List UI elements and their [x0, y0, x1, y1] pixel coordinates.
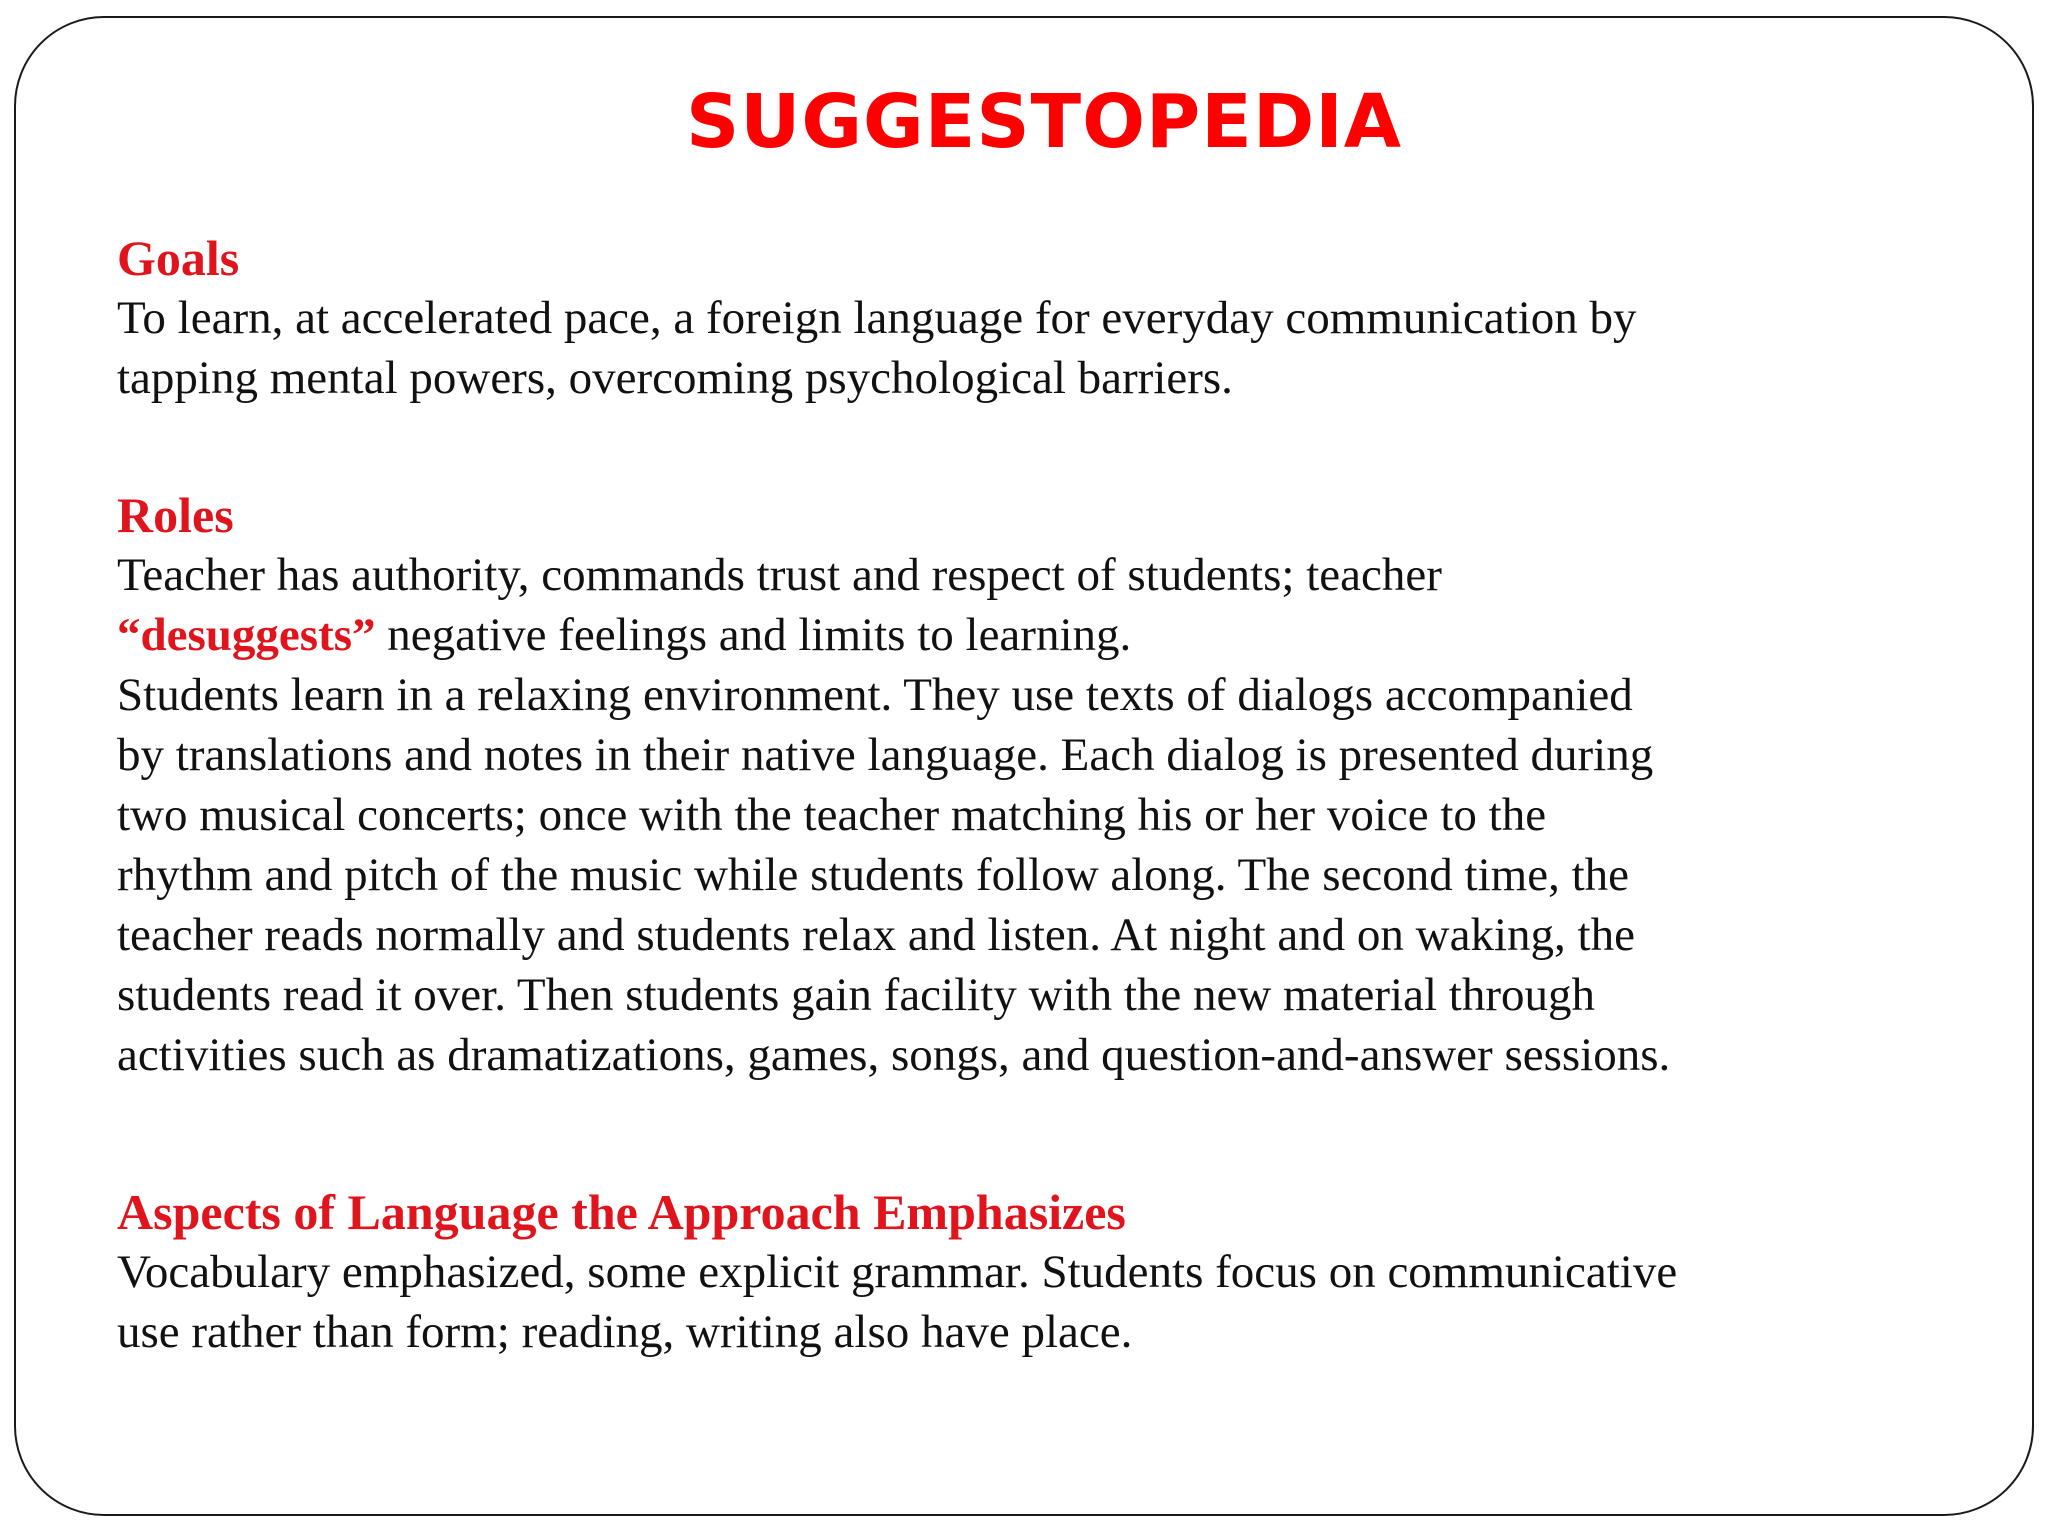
desuggests-emphasis: “desuggests” — [117, 609, 376, 661]
students-line: students read it over. Then students gain facility with the new material through — [117, 969, 1595, 1021]
aspects-section — [117, 1182, 1677, 1362]
goals-text — [117, 288, 1637, 408]
roles-students-text — [117, 665, 1670, 1085]
roles-line-rest: negative feelings and limits to learning. — [375, 609, 1132, 661]
roles-line-with-emphasis — [117, 605, 1670, 665]
aspects-heading: Aspects of Language the Approach Emphasizes — [117, 1184, 1126, 1240]
roles-heading: Roles — [117, 487, 234, 543]
roles-section — [117, 485, 1670, 1085]
students-line: teacher reads normally and students relax and listen. At night and on waking, the — [117, 909, 1635, 961]
students-line: two musical concerts; once with the teacher matching his or her voice to the — [117, 789, 1547, 841]
roles-teacher-text — [117, 545, 1670, 665]
goals-line: To learn, at accelerated pace, a foreign language for everyday communication by — [117, 292, 1637, 344]
aspects-line: Vocabulary emphasized, some explicit grammar. Students focus on communicative — [117, 1246, 1678, 1298]
roles-line: Teacher has authority, commands trust and respect of students; teacher — [117, 549, 1442, 601]
goals-line: tapping mental powers, overcoming psychological barriers. — [117, 352, 1233, 404]
students-line: rhythm and pitch of the music while students follow along. The second time, the — [117, 849, 1629, 901]
goals-section — [117, 228, 1637, 408]
students-line: by translations and notes in their native language. Each dialog is presented during — [117, 729, 1654, 781]
students-line: activities such as dramatizations, games, songs, and question-and-answer sessions. — [117, 1029, 1671, 1081]
aspects-text — [117, 1242, 1677, 1362]
students-line: Students learn in a relaxing environment. They use texts of dialogs accompanied — [117, 669, 1633, 721]
goals-heading: Goals — [117, 230, 240, 286]
aspects-line: use rather than form; reading, writing also have place. — [117, 1306, 1133, 1358]
slide-title: SUGGESTOPEDIA — [685, 79, 1403, 165]
